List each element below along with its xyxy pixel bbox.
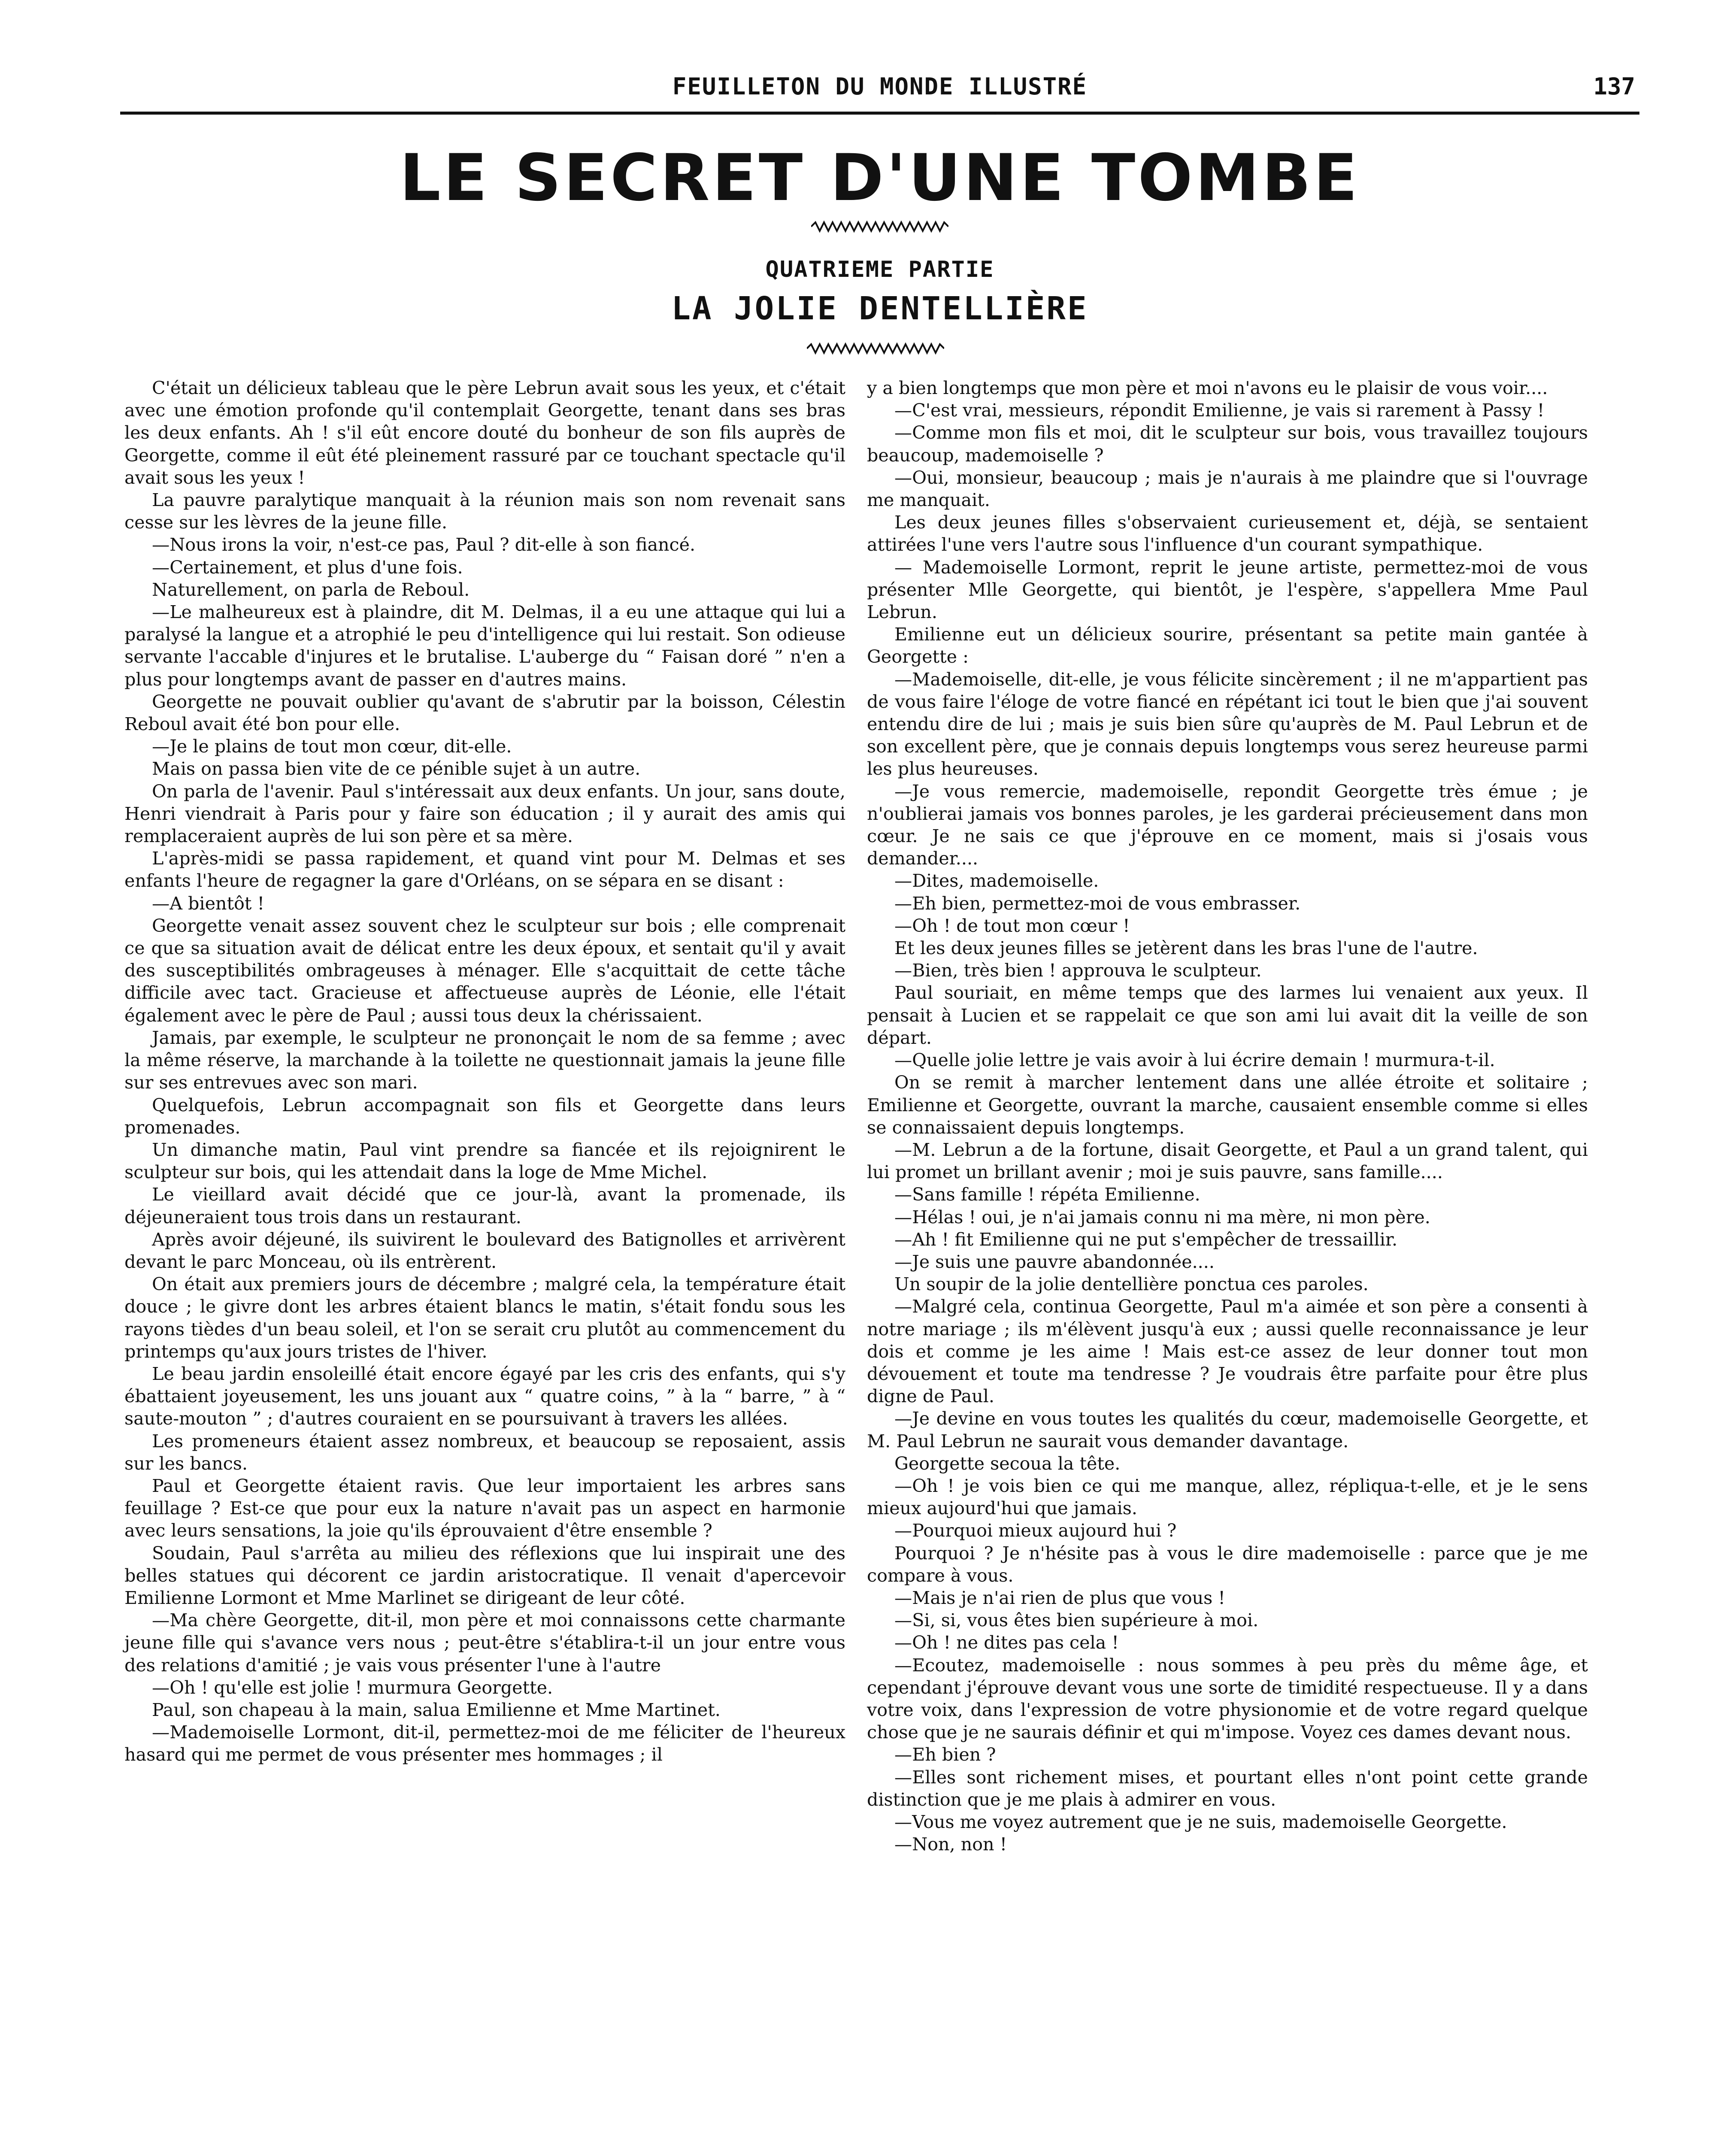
paragraph: Les deux jeunes filles s'observaient curieusement et, déjà, se sentaient attirées l'une vers l'autre sous l'influence d'un courant sympathique. — [867, 512, 1588, 555]
paragraph: La pauvre paralytique manquait à la réunion mais son nom revenait sans cesse sur les lèvres de la jeune fille. — [124, 490, 845, 533]
paragraph: Un soupir de la jolie dentellière ponctua ces paroles. — [894, 1274, 1369, 1295]
text-column-right — [867, 377, 1588, 1855]
paragraph: — Mademoiselle Lormont, reprit le jeune artiste, permettez-moi de vous présenter Mlle Georgette, qui bientôt, je l'espère, s'appellera Mme Paul Lebrun. — [867, 557, 1588, 623]
paragraph: Georgette venait assez souvent chez le sculpteur sur bois ; elle comprenait ce que sa situation avait de délicat entre les deux époux, et sentait qu'il y avait des susceptibilités ombrageuses à ménager. Elle s'acquittait de cette tâche difficile avec tact. Gracieuse et affectueuse auprès de Léonie, elle l'était également avec le père de Paul ; aussi tous deux la chérissaient. — [124, 915, 845, 1026]
paragraph: C'était un délicieux tableau que le père Lebrun avait sous les yeux, et c'était avec une émotion profonde qu'il contemplait Georgette, tenant dans ses bras les deux enfants. Ah ! s'il eût encore douté du bonheur de son fils auprès de Georgette, comme il eût été pleinement rassuré par ce touchant spectacle qu'il avait sous les yeux ! — [124, 378, 845, 488]
paragraph: Un dimanche matin, Paul vint prendre sa fiancée et ils rejoignirent le sculpteur sur bois, qui les attendait dans la loge de Mme Michel. — [124, 1139, 845, 1183]
paragraph: —Ah ! fit Emilienne qui ne put s'empêcher de tressaillir. — [894, 1229, 1398, 1250]
paragraph: —Certainement, et plus d'une fois. — [152, 557, 463, 578]
paragraph: Naturellement, on parla de Reboul. — [152, 579, 470, 600]
paragraph: —Je le plains de tout mon cœur, dit-elle. — [152, 736, 512, 757]
paragraph: Pourquoi ? Je n'hésite pas à vous le dire mademoiselle : parce que je me compare à vous. — [867, 1543, 1588, 1586]
paragraph: —Malgré cela, continua Georgette, Paul m'a aimée et son père a consenti à notre mariage ; ils m'élèvent jusqu'à eux ; aussi quelle reconnaissance je leur dois et comme je les aime ! Mais est-ce assez de leur donner tout mon dévouement et toute ma tendresse ? Je voudrais être parfaite pour être plus digne de Paul. — [867, 1296, 1588, 1407]
story-title: LE SECRET D'UNE TOMBE — [400, 141, 1360, 215]
paragraph: —Pourquoi mieux aujourd hui ? — [894, 1520, 1177, 1541]
paragraph: Jamais, par exemple, le sculpteur ne prononçait le nom de sa femme ; avec la même réserve, la marchande à la toilette ne questionnait jamais la jeune fille sur ses entrevues avec son mari. — [124, 1027, 845, 1093]
paragraph: On se remit à marcher lentement dans une allée étroite et solitaire ; Emilienne et Georgette, ouvrant la marche, causaient ensemble comme si elles se connaissaient depuis longtemps. — [867, 1072, 1588, 1138]
paragraph: —Oh ! de tout mon cœur ! — [894, 915, 1130, 936]
paragraph: Paul, son chapeau à la main, salua Emilienne et Mme Martinet. — [152, 1699, 721, 1720]
paragraph: Georgette ne pouvait oublier qu'avant de s'abrutir par la boisson, Célestin Reboul avait été bon pour elle. — [124, 691, 845, 735]
paragraph: Emilienne eut un délicieux sourire, présentant sa petite main gantée à Georgette : — [867, 624, 1588, 667]
paragraph: Paul souriait, en même temps que des larmes lui venaient aux yeux. Il pensait à Lucien et se rappelait ce que son ami lui avait dit la veille de son départ. — [867, 982, 1588, 1048]
paragraph: —Eh bien ? — [894, 1744, 996, 1765]
paragraph: —M. Lebrun a de la fortune, disait Georgette, et Paul a un grand talent, qui lui promet un brillant avenir ; moi je suis pauvre, sans famille.... — [867, 1139, 1588, 1183]
paragraph: —Le malheureux est à plaindre, dit M. Delmas, il a eu une attaque qui lui a paralysé la langue et a atrophié le peu d'intelligence qui lui restait. Son odieuse servante l'accable d'injures et le brutalise. L'auberge du “ Faisan doré ” n'en a plus pour longtemps avant de passer en d'autres mains. — [124, 602, 845, 690]
paragraph: —Dites, mademoiselle. — [894, 870, 1099, 891]
paragraph: —Je devine en vous toutes les qualités du cœur, mademoiselle Georgette, et M. Paul Lebrun ne saurait vous demander davantage. — [867, 1408, 1588, 1452]
paragraph: —Quelle jolie lettre je vais avoir à lui écrire demain ! murmura-t-il. — [894, 1050, 1495, 1071]
paragraph-continuation: y a bien longtemps que mon père et moi n'avons eu le plaisir de vous voir.... — [867, 378, 1548, 398]
paragraph: Georgette secoua la tête. — [894, 1453, 1121, 1474]
paragraph: Mais on passa bien vite de ce pénible sujet à un autre. — [152, 758, 641, 779]
paragraph: Soudain, Paul s'arrêta au milieu des réflexions que lui inspirait une des belles statues qui décorent ce jardin aristocratique. Il venait d'apercevoir Emilienne Lormont et Mme Marlinet se dirigeant de leur côté. — [124, 1543, 845, 1608]
paragraph: —Ma chère Georgette, dit-il, mon père et moi connaissons cette charmante jeune fille qui s'avance vers nous ; peut-être s'établira-t-il un jour entre vous des relations d'amitié ; je vais vous présenter l'une à l'autre — [124, 1610, 845, 1676]
running-head: FEUILLETON DU MONDE ILLUSTRÉ — [672, 73, 1088, 100]
paragraph: Le vieillard avait décidé que ce jour-là, avant la promenade, ils déjeuneraient tous trois dans un restaurant. — [124, 1184, 845, 1228]
page-number: 137 — [1593, 73, 1635, 100]
paragraph: —Oh ! qu'elle est jolie ! murmura Georgette. — [152, 1677, 553, 1698]
paragraph: L'après-midi se passa rapidement, et quand vint pour M. Delmas et ses enfants l'heure de regagner la gare d'Orléans, on se sépara en se disant : — [124, 848, 845, 891]
paragraph: —Je vous remercie, mademoiselle, repondit Georgette très émue ; je n'oublierai jamais vos bonnes paroles, je les garderai précieusement dans mon cœur. Je ne sais ce que j'éprouve en ce moment, mais si j'osais vous demander.... — [867, 781, 1588, 869]
paragraph: —Ecoutez, mademoiselle : nous sommes à peu près du même âge, et cependant j'éprouve devant vous une sorte de timidité respectueuse. Il y a dans votre voix, dans l'expression de votre physionomie et de votre regard quelque chose que je ne saurais définir et qui m'impose. Voyez ces dames devant nous. — [867, 1655, 1588, 1743]
zigzag-ornament-top — [811, 218, 948, 235]
paragraph: Après avoir déjeuné, ils suivirent le boulevard des Batignolles et arrivèrent devant le parc Monceau, où ils entrèrent. — [124, 1229, 845, 1272]
page-header — [120, 64, 1639, 115]
text-column-left — [124, 377, 845, 1766]
paragraph: —Mais je n'ai rien de plus que vous ! — [894, 1587, 1225, 1608]
paragraph: Quelquefois, Lebrun accompagnait son fils et Georgette dans leurs promenades. — [124, 1094, 845, 1138]
paragraph: On était aux premiers jours de décembre ; malgré cela, la température était douce ; le givre dont les arbres étaient blancs le matin, s'était fondu sous les rayons tièdes d'un beau soleil, et l'on se serait cru plutôt au commencement du printemps qu'aux jours tristes de l'hiver. — [124, 1274, 845, 1362]
paragraph: —Nous irons la voir, n'est-ce pas, Paul ? dit-elle à son fiancé. — [152, 534, 696, 555]
paragraph: —Sans famille ! répéta Emilienne. — [894, 1184, 1200, 1205]
paragraph: —Mademoiselle, dit-elle, je vous félicite sincèrement ; il ne m'appartient pas de vous faire l'éloge de votre fiancé en répétant ici tout le bien que j'ai souvent entendu dire de lui ; mais je suis bien sûre qu'auprès de M. Paul Lebrun et de son excellent père, que je connais depuis longtemps vous serez heureuse parmi les plus heureuses. — [867, 669, 1588, 779]
paragraph: —A bientôt ! — [152, 893, 265, 914]
paragraph: —Non, non ! — [894, 1834, 1007, 1855]
paragraph: —Hélas ! oui, je n'ai jamais connu ni ma mère, ni mon père. — [894, 1206, 1430, 1228]
paragraph: Les promeneurs étaient assez nombreux, et beaucoup se reposaient, assis sur les bancs. — [124, 1431, 845, 1474]
paragraph: —Eh bien, permettez-moi de vous embrasser. — [894, 893, 1301, 914]
paragraph: —Oui, monsieur, beaucoup ; mais je n'aurais à me plaindre que si l'ouvrage me manquait. — [867, 467, 1588, 511]
paragraph: —Vous me voyez autrement que je ne suis, mademoiselle Georgette. — [894, 1812, 1507, 1832]
paragraph: —Oh ! ne dites pas cela ! — [894, 1632, 1119, 1653]
paragraph: —Elles sont richement mises, et pourtant elles n'ont point cette grande distinction que je me plais à admirer en vous. — [867, 1767, 1588, 1810]
paragraph: Paul et Georgette étaient ravis. Que leur importaient les arbres sans feuillage ? Est-ce que pour eux la nature n'avait pas un aspect en harmonie avec leurs sensations, la joie qu'ils éprouvaient d'être ensemble ? — [124, 1475, 845, 1541]
paragraph: —Je suis une pauvre abandonnée.... — [894, 1251, 1215, 1272]
paragraph: —Mademoiselle Lormont, dit-il, permettez-moi de me féliciter de l'heureux hasard qui me permet de vous présenter mes hommages ; il — [124, 1722, 845, 1765]
paragraph: —Si, si, vous êtes bien supérieure à moi. — [894, 1610, 1259, 1631]
chapter-subtitle: LA JOLIE DENTELLIÈRE — [671, 290, 1088, 327]
paragraph: Le beau jardin ensoleillé était encore égayé par les cris des enfants, qui s'y ébattaient joyeusement, les uns jouant aux “ quatre coins, ” à la “ barre, ” à “ saute-mouton ” ; d'autres couraient en se poursuivant à travers les allées. — [124, 1363, 845, 1429]
paragraph: —Comme mon fils et moi, dit le sculpteur sur bois, vous travaillez toujours beaucoup, mademoiselle ? — [867, 422, 1588, 466]
paragraph: —Oh ! je vois bien ce qui me manque, allez, répliqua-t-elle, et je le sens mieux aujourd'hui que jamais. — [867, 1475, 1588, 1519]
paragraph: —C'est vrai, messieurs, répondit Emilienne, je vais si rarement à Passy ! — [894, 400, 1545, 421]
paragraph: On parla de l'avenir. Paul s'intéressait aux deux enfants. Un jour, sans doute, Henri viendrait à Paris pour y faire son éducation ; il y aurait des amis qui remplaceraient auprès de lui son père et sa mère. — [124, 781, 845, 847]
part-label: QUATRIEME PARTIE — [765, 257, 994, 282]
paragraph: —Bien, très bien ! approuva le sculpteur. — [894, 960, 1262, 981]
paragraph: Et les deux jeunes filles se jetèrent dans les bras l'une de l'autre. — [894, 938, 1478, 959]
zigzag-ornament-bottom — [807, 340, 944, 357]
